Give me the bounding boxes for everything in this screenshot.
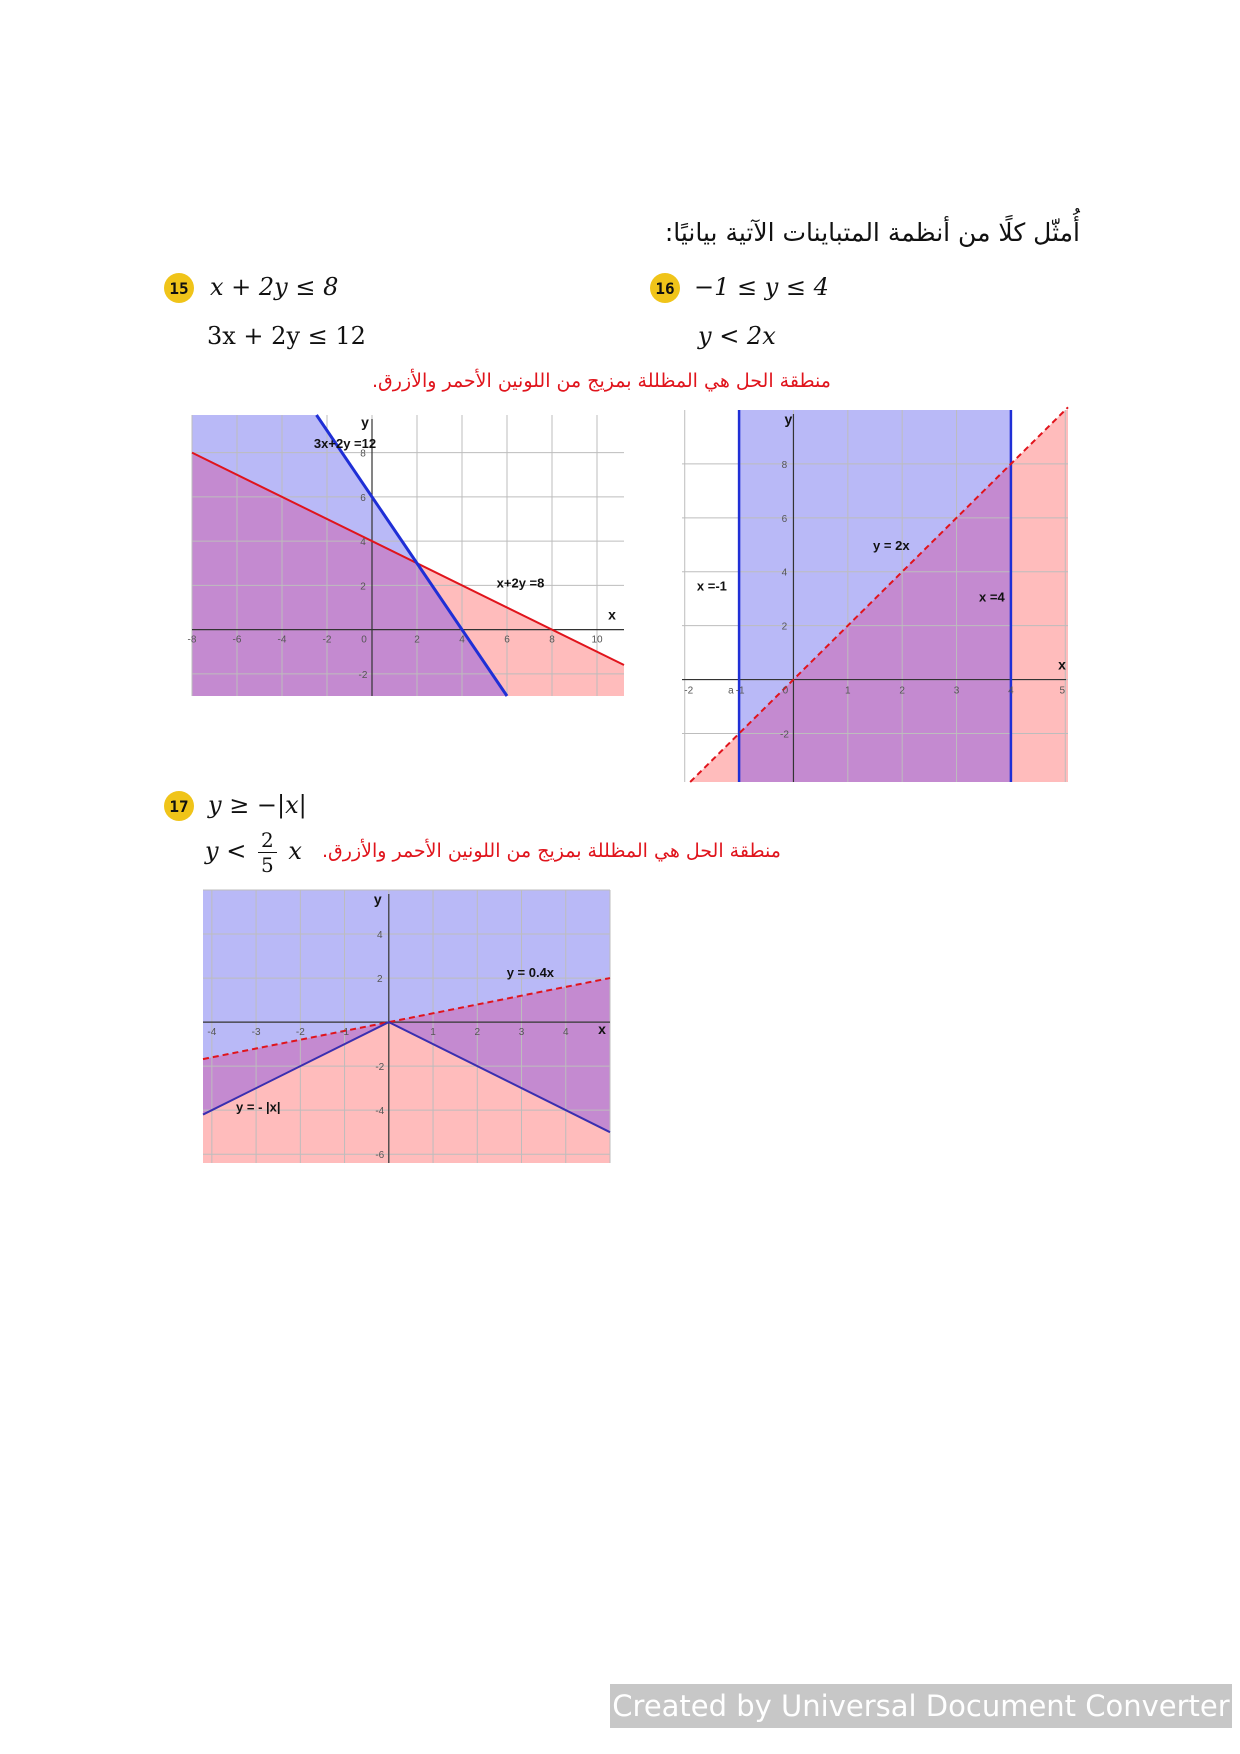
problem-16-line1: −1 ≤ y ≤ 4 xyxy=(694,273,829,301)
y-axis-label: y xyxy=(784,411,793,427)
x-axis-label: x xyxy=(1058,656,1066,673)
x-tick-label: -1 xyxy=(340,1027,350,1039)
y-tick-label: -2 xyxy=(358,669,368,681)
problem-15-badge: 15 xyxy=(164,273,194,303)
problem-17-line2-suffix: x xyxy=(288,837,302,865)
x-tick-label: -1 xyxy=(735,685,745,697)
x-tick-label: 2 xyxy=(414,634,420,646)
x-tick-label: -2 xyxy=(322,634,332,646)
graph-15-content xyxy=(188,414,624,696)
x-tick-label: 2 xyxy=(899,685,905,697)
solution-note-17: منطقة الحل هي المظللة بمزيج من اللونين الأحمر والأزرق. xyxy=(322,840,781,862)
y-tick-label: 2 xyxy=(377,974,383,986)
red-line-label: y = 0.4x xyxy=(506,964,555,980)
x-tick-label: 1 xyxy=(845,685,851,697)
y-tick-label: 6 xyxy=(360,492,366,504)
y-tick-label: 6 xyxy=(781,513,788,525)
x-tick-label: 4 xyxy=(1008,685,1014,697)
y-tick-label: 4 xyxy=(377,930,383,942)
x-tick-label: -4 xyxy=(207,1027,217,1039)
y-tick-label: 2 xyxy=(781,621,788,633)
y-tick-label: -4 xyxy=(375,1106,385,1118)
y-tick-label: 8 xyxy=(360,448,366,460)
problem-17-line1: y ≥ −|x| xyxy=(208,791,307,819)
x-tick-label: 1 xyxy=(430,1027,436,1039)
x-tick-label: -3 xyxy=(251,1027,261,1039)
x-tick-label: 10 xyxy=(591,634,603,646)
graph-16-content xyxy=(682,407,1068,782)
x-tick-label: a xyxy=(728,685,734,697)
problem-16-badge: 16 xyxy=(650,273,680,303)
y-tick-label: 2 xyxy=(360,581,366,593)
problem-17-line2-prefix: y < xyxy=(205,837,247,865)
instruction-heading: أُمثّل كلًا من أنظمة المتباينات الآتية بيانيًا: xyxy=(664,218,1080,247)
graph-17 xyxy=(203,890,610,1163)
graph-17-content xyxy=(203,890,610,1163)
x-tick-label: 2 xyxy=(474,1027,481,1039)
x-tick-label: 6 xyxy=(504,634,510,646)
x-tick-label: -2 xyxy=(684,685,694,697)
x-tick-label: 3 xyxy=(953,685,960,697)
x-tick-label: -4 xyxy=(277,634,287,646)
x-tick-label: 4 xyxy=(562,1027,569,1039)
solution-note: منطقة الحل هي المظللة بمزيج من اللونين الأحمر والأزرق. xyxy=(372,370,831,392)
y-tick-label: 8 xyxy=(781,459,788,471)
diag-line-label: y = 2x xyxy=(873,538,910,554)
x-tick-label: 4 xyxy=(459,634,465,646)
footer-watermark: Created by Universal Document Converter xyxy=(610,1684,1232,1728)
x-tick-label: -2 xyxy=(295,1027,305,1039)
x-tick-label: 0 xyxy=(782,685,789,697)
y-tick-label: 4 xyxy=(781,567,788,579)
x-axis-label: x xyxy=(608,606,616,623)
y-tick-label: 4 xyxy=(360,537,366,549)
fraction-numerator: 2 xyxy=(258,830,277,853)
x-tick-label: 0 xyxy=(361,634,367,646)
right-line-label: x =4 xyxy=(979,589,1005,605)
left-line-label: x =-1 xyxy=(696,578,727,594)
graph-16 xyxy=(682,410,1068,782)
problem-17-line2 xyxy=(205,830,302,875)
y-tick-label: -6 xyxy=(375,1150,385,1162)
y-axis-label: y xyxy=(373,891,382,907)
x-tick-label: 3 xyxy=(518,1027,525,1039)
x-tick-label: -6 xyxy=(232,634,242,646)
y-tick-label: -2 xyxy=(375,1062,385,1074)
problem-17-badge: 17 xyxy=(164,791,194,821)
blue-line-label: 3x+2y =12 xyxy=(313,436,377,452)
problem-15-line2: 3x + 2y ≤ 12 xyxy=(207,322,366,350)
x-axis-label: x xyxy=(598,1021,606,1038)
fraction-denominator: 5 xyxy=(260,853,274,877)
problem-16-line2: y < 2x xyxy=(698,322,776,350)
problem-15-line1: x + 2y ≤ 8 xyxy=(210,273,339,301)
x-tick-label: 8 xyxy=(549,634,555,646)
fraction xyxy=(258,830,277,875)
red-line-label: x+2y =8 xyxy=(496,575,545,591)
x-tick-label: -8 xyxy=(187,634,197,646)
y-tick-label: -2 xyxy=(779,729,789,741)
graph-15 xyxy=(187,414,624,696)
x-tick-label: 5 xyxy=(1059,685,1066,697)
blue-line-label: y = - |x| xyxy=(236,1099,281,1115)
y-axis-label: y xyxy=(361,414,369,430)
